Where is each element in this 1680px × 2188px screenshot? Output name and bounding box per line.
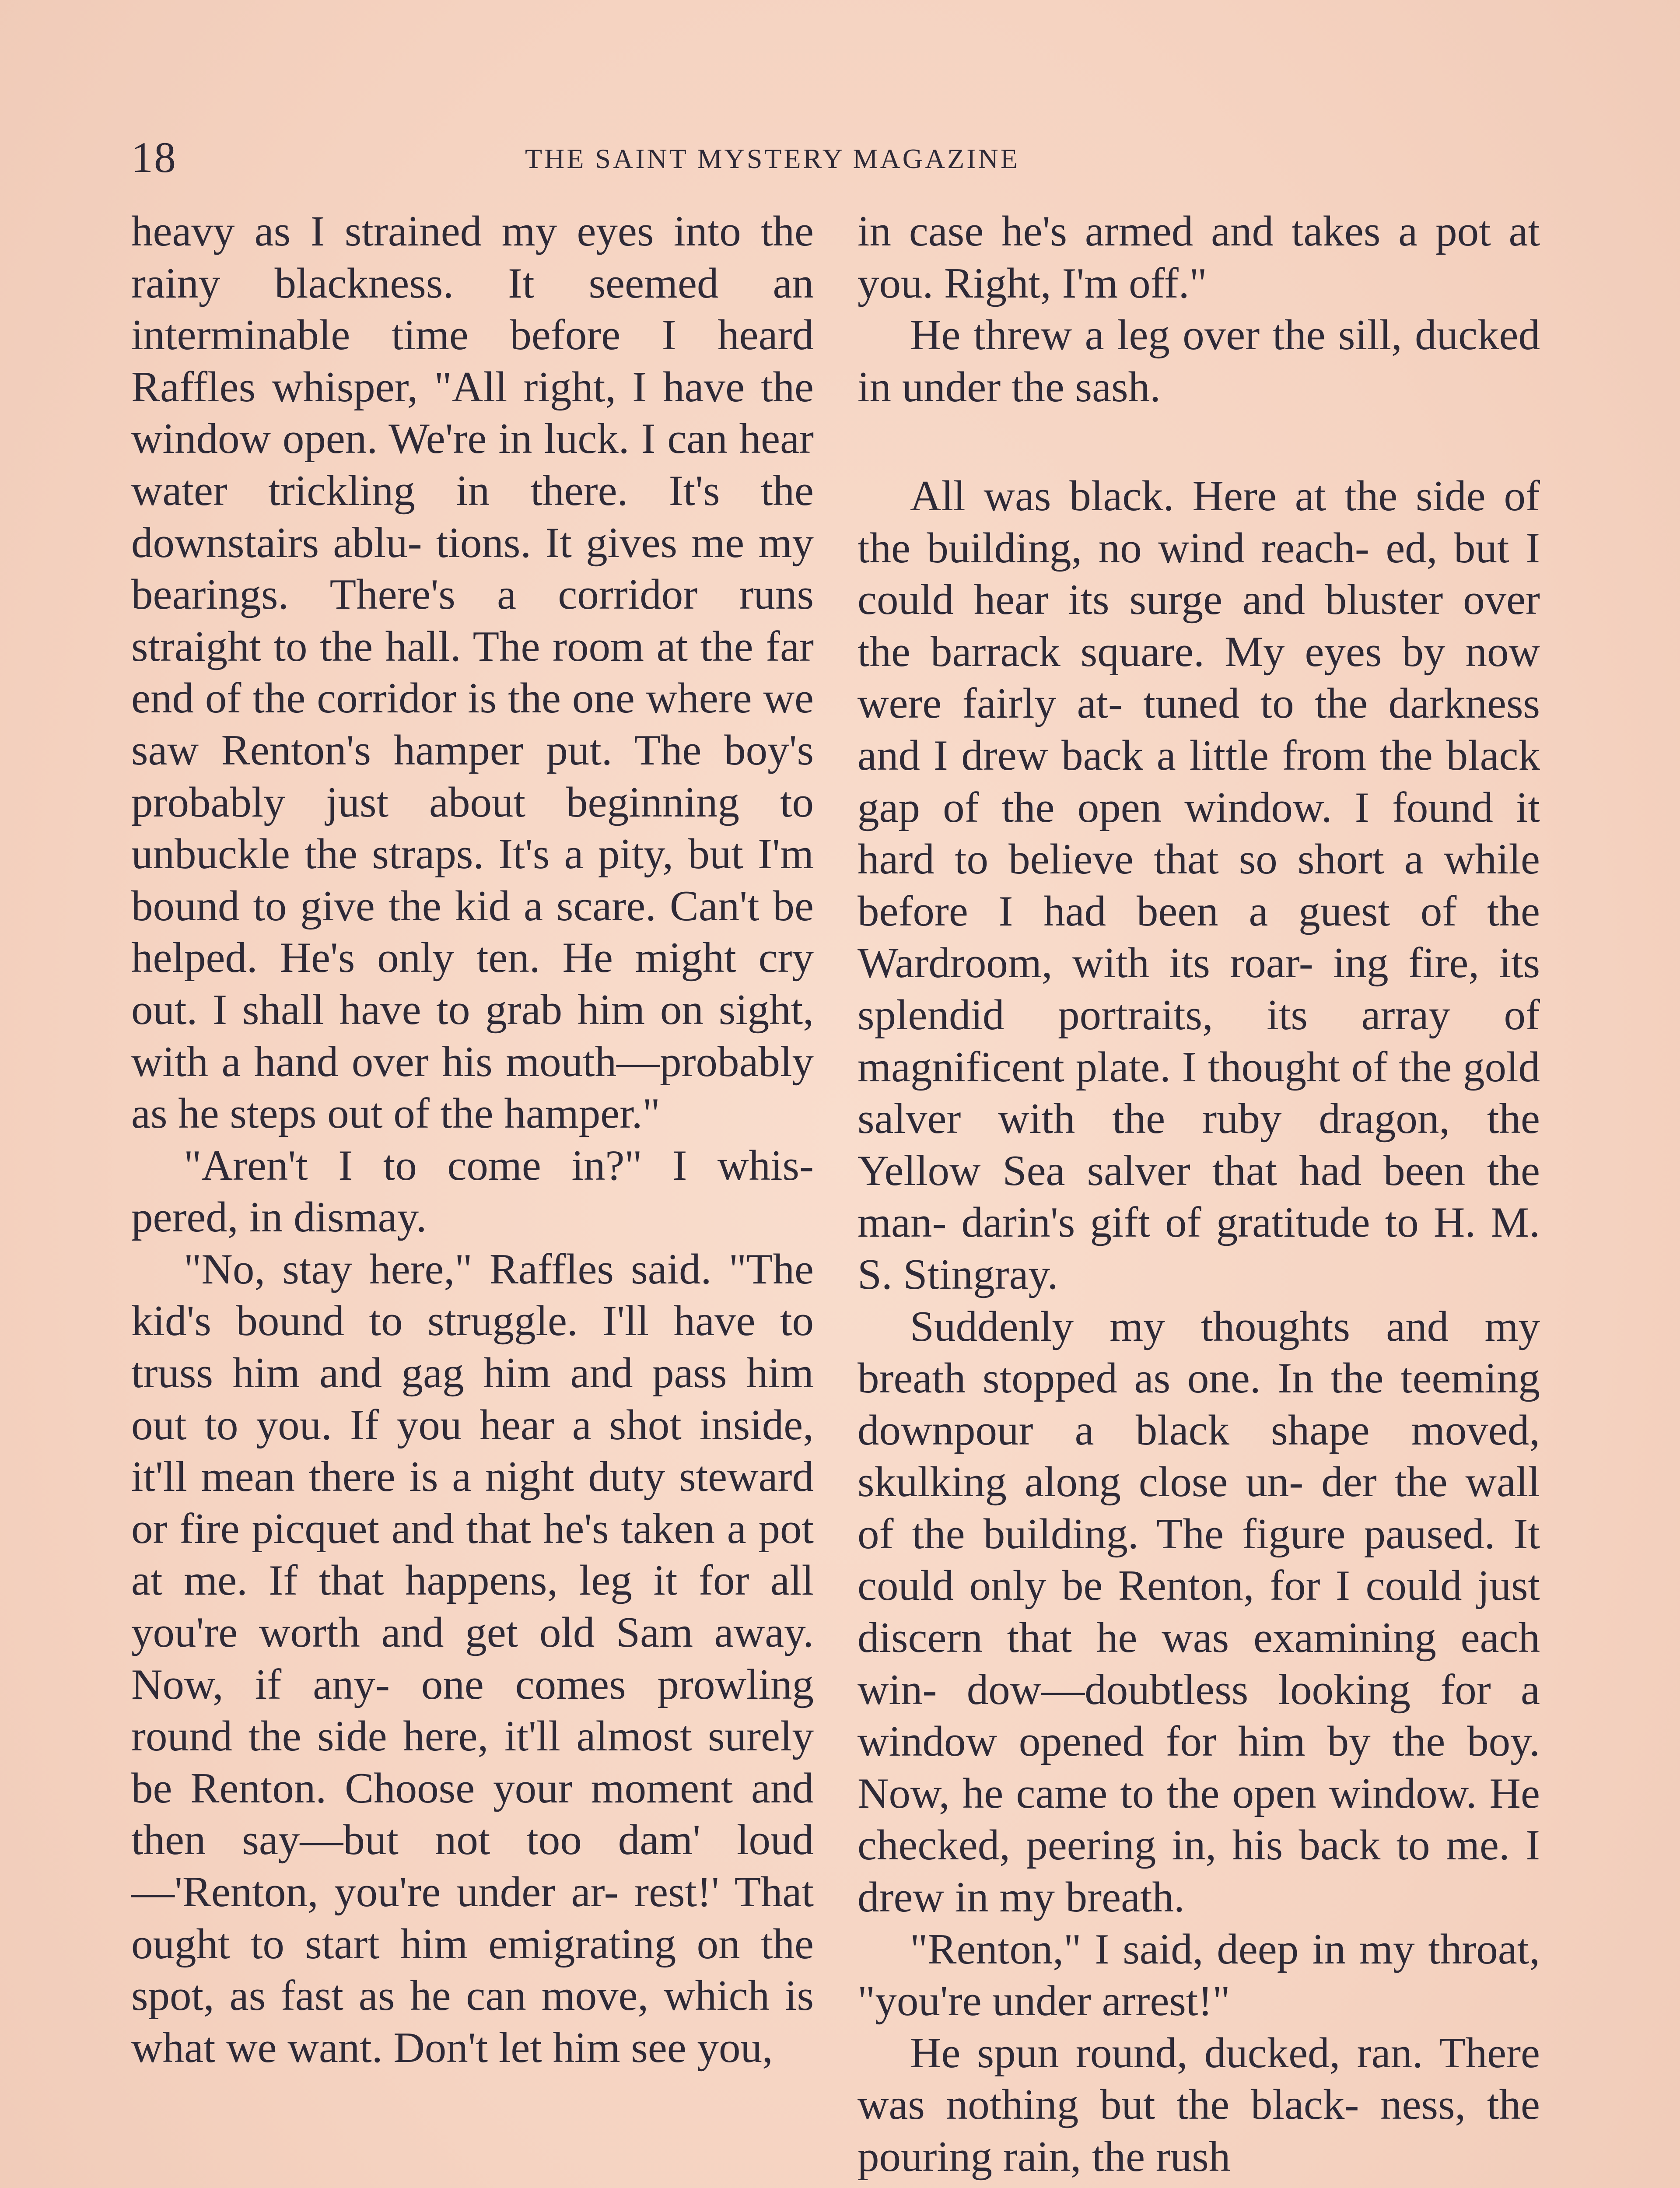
right-column-top (858, 206, 1540, 413)
paragraph: Suddenly my thoughts and my breath stopped as one. In the teeming downpour a black shape moved, skulking along close un- der the wall of the building. The figure paused. It could only be Renton, for I could just discern that he was examining each win- dow—doubtless looking for a window opened for him by the boy. Now, he came to the open window. He checked, peering in, his back to me. I drew in my breath. (858, 1302, 1540, 1922)
paragraph: heavy as I strained my eyes into the rainy blackness. It seemed an interminable time before I heard Raffles whisper, "All right, I have the window open. We're in luck. I can hear water trickling in there. It's the downstairs ablu- tions. It gives me my bearings. There's a corridor runs straight to the hall. The room at the far end of the corridor is the one where we saw Renton's hamper put. The boy's probably just about beginning to unbuckle the straps. It's a pity, but I'm bound to give the kid a scare. Can't be helped. He's only ten. He might cry out. I shall have to grab him on sight, with a hand over his mouth—probably as he steps out of the hamper." (131, 207, 814, 1138)
paragraph: He threw a leg over the sill, ducked in under the sash. (858, 311, 1540, 411)
paragraph: "Renton," I said, deep in my throat, "you're under arrest!" (858, 1925, 1540, 2025)
right-column-bottom (858, 470, 1540, 2183)
paragraph: "No, stay here," Raffles said. "The kid's bound to struggle. I'll have to truss him and gag him and pass him out to you. If you hear a shot inside, it'll mean there is a night duty steward or fire picquet and that he's taken a pot at me. If that happens, leg it for all you're worth and get old Sam away. Now, if any- one comes prowling round the side here, it'll almost surely be Renton. Choose your moment and then say—but not too dam' loud—'Renton, you're under ar- rest!' That ought to start him emigrating on the spot, as fast as he can move, which is what we want. Don't let him see you, (131, 1245, 814, 2072)
paragraph: "Aren't I to come in?" I whis- pered, in dismay. (131, 1141, 814, 1241)
paragraph: He spun round, ducked, ran. There was nothing but the black- ness, the pouring rain, the rush (858, 2029, 1540, 2181)
paragraph: All was black. Here at the side of the building, no wind reach- ed, but I could hear its surge and bluster over the barrack square. My eyes by now were fairly at- tuned to the darkness and I drew back a little from the black gap of the open window. I found it hard to believe that so short a while before I had been a guest of the Wardroom, with its roar- ing fire, its splendid portraits, its array of magnificent plate. I thought of the gold salver with the ruby dragon, the Yellow Sea salver that had been the man- darin's gift of gratitude to H. M. S. Stingray. (858, 472, 1540, 1298)
left-column (131, 206, 814, 2074)
page-number: 18 (131, 133, 177, 182)
running-title: THE SAINT MYSTERY MAGAZINE (525, 143, 1020, 174)
page-header (131, 131, 1531, 184)
paragraph: in case he's armed and takes a pot at you. Right, I'm off." (858, 207, 1540, 307)
